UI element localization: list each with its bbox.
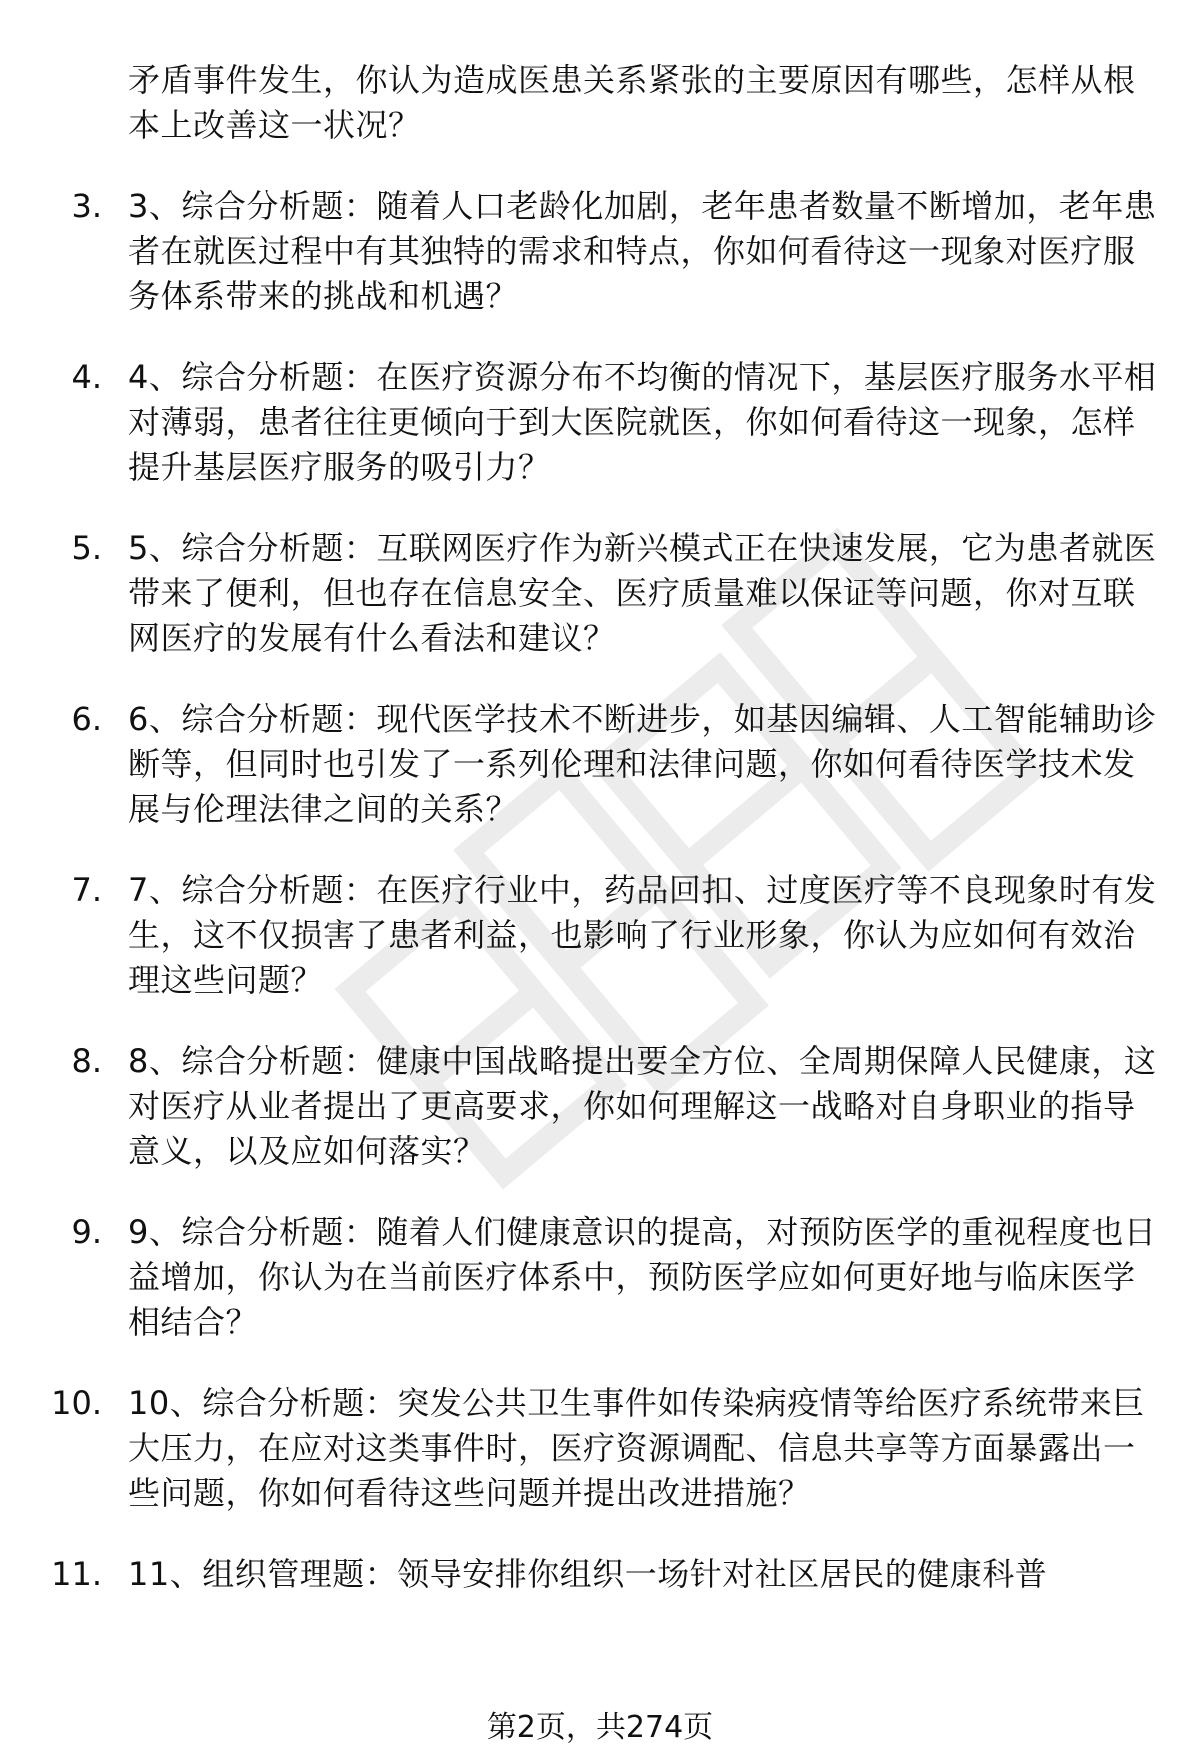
item-text: 7、综合分析题：在医疗行业中，药品回扣、过度医疗等不良现象时有发生，这不仅损害了患者利益，也影响了行业形象，你认为应如何有效治理这些问题？ — [128, 871, 1157, 999]
item-number: 7. — [71, 871, 102, 909]
item-number: 4. — [71, 358, 102, 396]
list-item — [0, 1210, 1200, 1345]
item-text: 9、综合分析题：随着人们健康意识的提高，对预防医学的重视程度也日益增加，你认为在当前医疗体系中，预防医学应如何更好地与临床医学相结合？ — [128, 1213, 1157, 1341]
item-number: 6. — [71, 700, 102, 738]
question-list — [0, 58, 1200, 1633]
item-number: 9. — [71, 1213, 102, 1251]
item-number: 3. — [71, 187, 102, 225]
item-number: 10. — [51, 1384, 102, 1422]
list-item — [0, 697, 1200, 832]
item-text: 11、组织管理题：领导安排你组织一场针对社区居民的健康科普 — [128, 1555, 1048, 1593]
list-item — [0, 868, 1200, 1003]
item-text: 矛盾事件发生，你认为造成医患关系紧张的主要原因有哪些，怎样从根本上改善这一状况？ — [128, 61, 1136, 144]
item-text: 4、综合分析题：在医疗资源分布不均衡的情况下，基层医疗服务水平相对薄弱，患者往往更倾向于到大医院就医，你如何看待这一现象，怎样提升基层医疗服务的吸引力？ — [128, 358, 1157, 486]
item-text: 5、综合分析题：互联网医疗作为新兴模式正在快速发展，它为患者就医带来了便利，但也存在信息安全、医疗质量难以保证等问题，你对互联网医疗的发展有什么看法和建议？ — [128, 529, 1157, 657]
item-number: 8. — [71, 1042, 102, 1080]
page-footer: 第2页，共274页 — [486, 1710, 714, 1745]
item-number: 11. — [51, 1555, 102, 1593]
list-item — [0, 58, 1200, 148]
list-item — [0, 184, 1200, 319]
list-item — [0, 355, 1200, 490]
list-item — [0, 1039, 1200, 1174]
list-item — [0, 1552, 1200, 1597]
item-number: 5. — [71, 529, 102, 567]
list-item — [0, 526, 1200, 661]
item-text: 8、综合分析题：健康中国战略提出要全方位、全周期保障人民健康，这对医疗从业者提出了更高要求，你如何理解这一战略对自身职业的指导意义，以及应如何落实？ — [128, 1042, 1157, 1170]
item-text: 10、综合分析题：突发公共卫生事件如传染病疫情等给医疗系统带来巨大压力，在应对这类事件时，医疗资源调配、信息共享等方面暴露出一些问题，你如何看待这些问题并提出改进措施？ — [128, 1384, 1145, 1512]
list-item — [0, 1381, 1200, 1516]
item-text: 6、综合分析题：现代医学技术不断进步，如基因编辑、人工智能辅助诊断等，但同时也引发了一系列伦理和法律问题，你如何看待医学技术发展与伦理法律之间的关系？ — [128, 700, 1157, 828]
item-text: 3、综合分析题：随着人口老龄化加剧，老年患者数量不断增加，老年患者在就医过程中有其独特的需求和特点，你如何看待这一现象对医疗服务体系带来的挑战和机遇？ — [128, 187, 1157, 315]
